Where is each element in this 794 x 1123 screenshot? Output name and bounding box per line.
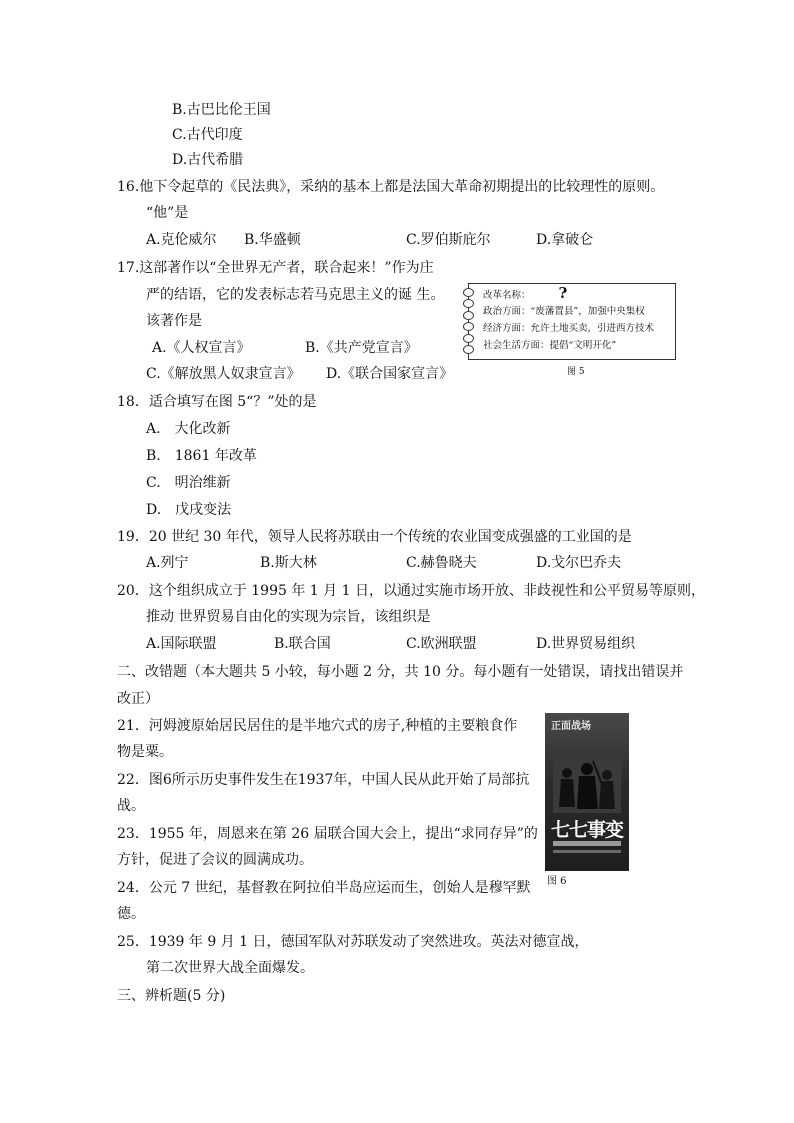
- figure-6-book-cover: [545, 713, 629, 871]
- q19-option-c: C.赫鲁晓夫: [406, 555, 477, 571]
- q18-stem: 18．适合填写在图 5“？”处的是: [117, 394, 317, 410]
- q20-option-c: C.欧洲联盟: [406, 636, 477, 652]
- q15-option-c: C.古代印度: [172, 127, 243, 143]
- figure-5-reform-label: 改革名称：: [483, 290, 531, 301]
- figure-5-question-mark: ?: [558, 284, 568, 302]
- figure-5-row-2: 政治方面：“废藩置县”，加强中央集权: [483, 306, 645, 317]
- q16-option-a: A.克伦威尔: [146, 232, 217, 248]
- figure-6-caption: 图 6: [547, 876, 567, 887]
- notepad-spiral: [463, 288, 473, 354]
- q25-line-1: 25．1939 年 9 月 1 日，德国军队对苏联发动了突然进攻。英法对德宣战，: [117, 934, 589, 950]
- q15-option-b: B.古巴比伦王国: [172, 102, 271, 118]
- q20-option-d: D.世界贸易组织: [536, 636, 636, 652]
- q20-option-b: B.联合国: [274, 636, 331, 652]
- q25-line-2: 第二次世界大战全面爆发。: [146, 960, 314, 976]
- q19-option-a: A.列宁: [146, 555, 189, 571]
- q18-option-c: C. 明治维新: [146, 475, 231, 491]
- q19-option-b: B.斯大林: [260, 555, 317, 571]
- q15-option-d: D.古代希腊: [172, 152, 244, 168]
- figure-6-title: 正面战场: [551, 721, 591, 732]
- q16-option-d: D.拿破仑: [536, 232, 594, 248]
- soldiers-silhouette-icon: [553, 757, 621, 813]
- q17-option-d: D.《联合国家宣言》: [326, 366, 454, 382]
- q20-stem-1: 20．这个组织成立于 1995 年 1 月 1 日，以通过实施市场开放、非歧视性和公平贸易等原则，: [117, 583, 705, 599]
- section-2-heading: 二、改错题（本大题共 5 小较，每小题 2 分，共 10 分。每小题有一处错误，请找出错误并: [117, 664, 684, 680]
- q19-option-d: D.戈尔巴乔夫: [536, 555, 622, 571]
- q17-stem-2: 严的结语，它的发表标志若马克思主义的诞 生。: [146, 287, 445, 303]
- section-2-heading-2: 改正）: [117, 691, 159, 707]
- q18-option-b: B. 1861 年改革: [146, 448, 257, 464]
- q20-option-a: A.国际联盟: [146, 636, 217, 652]
- q16-option-c: C.罗伯斯庇尔: [406, 232, 491, 248]
- q16-option-b: B.华盛顿: [244, 232, 301, 248]
- figure-5-row-1: [483, 284, 568, 302]
- figure-6-subtitle-bar-2: [553, 850, 621, 853]
- q16-stem-2: “他”是: [146, 205, 189, 221]
- q17-option-a: A.《人权宣言》: [152, 340, 251, 356]
- q17-stem-3: 该著作是: [146, 313, 202, 329]
- q21-line-1: 21．河姆渡原始居民居住的是半地穴式的房子,种植的主要粮食作: [117, 718, 518, 734]
- q19-stem: 19．20 世纪 30 年代，领导人民将苏联由一个传统的农业国变成强盛的工业国的是: [117, 529, 632, 545]
- figure-6-big-title: 七七事变: [550, 819, 623, 841]
- q23-line-2: 方针，促进了会议的圆满成功。: [117, 852, 313, 868]
- q16-stem: 16.他下令起草的《民法典》，采纳的基本上都是法国大革命初期提出的比较理性的原则。: [117, 179, 665, 195]
- figure-5-caption: 图 5: [567, 367, 585, 377]
- q20-stem-2: 推动 世界贸易自由化的实现为宗旨，该组织是: [146, 609, 431, 625]
- q17-option-b: B.《共产党宣言》: [305, 340, 418, 356]
- q22-line-2: 战。: [117, 798, 145, 814]
- q23-line-1: 23．1955 年，周恩来在第 26 届联合国大会上，提出“求同存异”的: [117, 826, 538, 842]
- figure-5-notepad: [468, 283, 676, 360]
- q24-line-2: 德。: [117, 906, 145, 922]
- q18-option-a: A. 大化改新: [146, 421, 231, 437]
- q18-option-d: D. 戊戌变法: [146, 502, 232, 518]
- q22-line-1: 22．图6所示历史事件发生在1937年，中国人民从此开始了局部抗: [117, 772, 530, 788]
- section-3-heading: 三、辨析题(5 分): [117, 988, 226, 1004]
- q17-stem-1: 17.这部著作以“全世界无产者，联合起来！”作为庄: [117, 260, 434, 276]
- figure-6-subtitle-bar: [553, 841, 621, 846]
- q17-option-c: C.《解放黑人奴隶宣言》: [146, 366, 301, 382]
- q21-line-2: 物是粟。: [117, 744, 173, 760]
- figure-5-row-4: 社会生活方面：提倡“文明开化”: [483, 340, 617, 351]
- q24-line-1: 24．公元 7 世纪，基督教在阿拉伯半岛应运而生，创始人是穆罕默: [117, 880, 531, 896]
- figure-5-row-3: 经济方面：允许土地买卖，引进西方技术: [483, 323, 655, 334]
